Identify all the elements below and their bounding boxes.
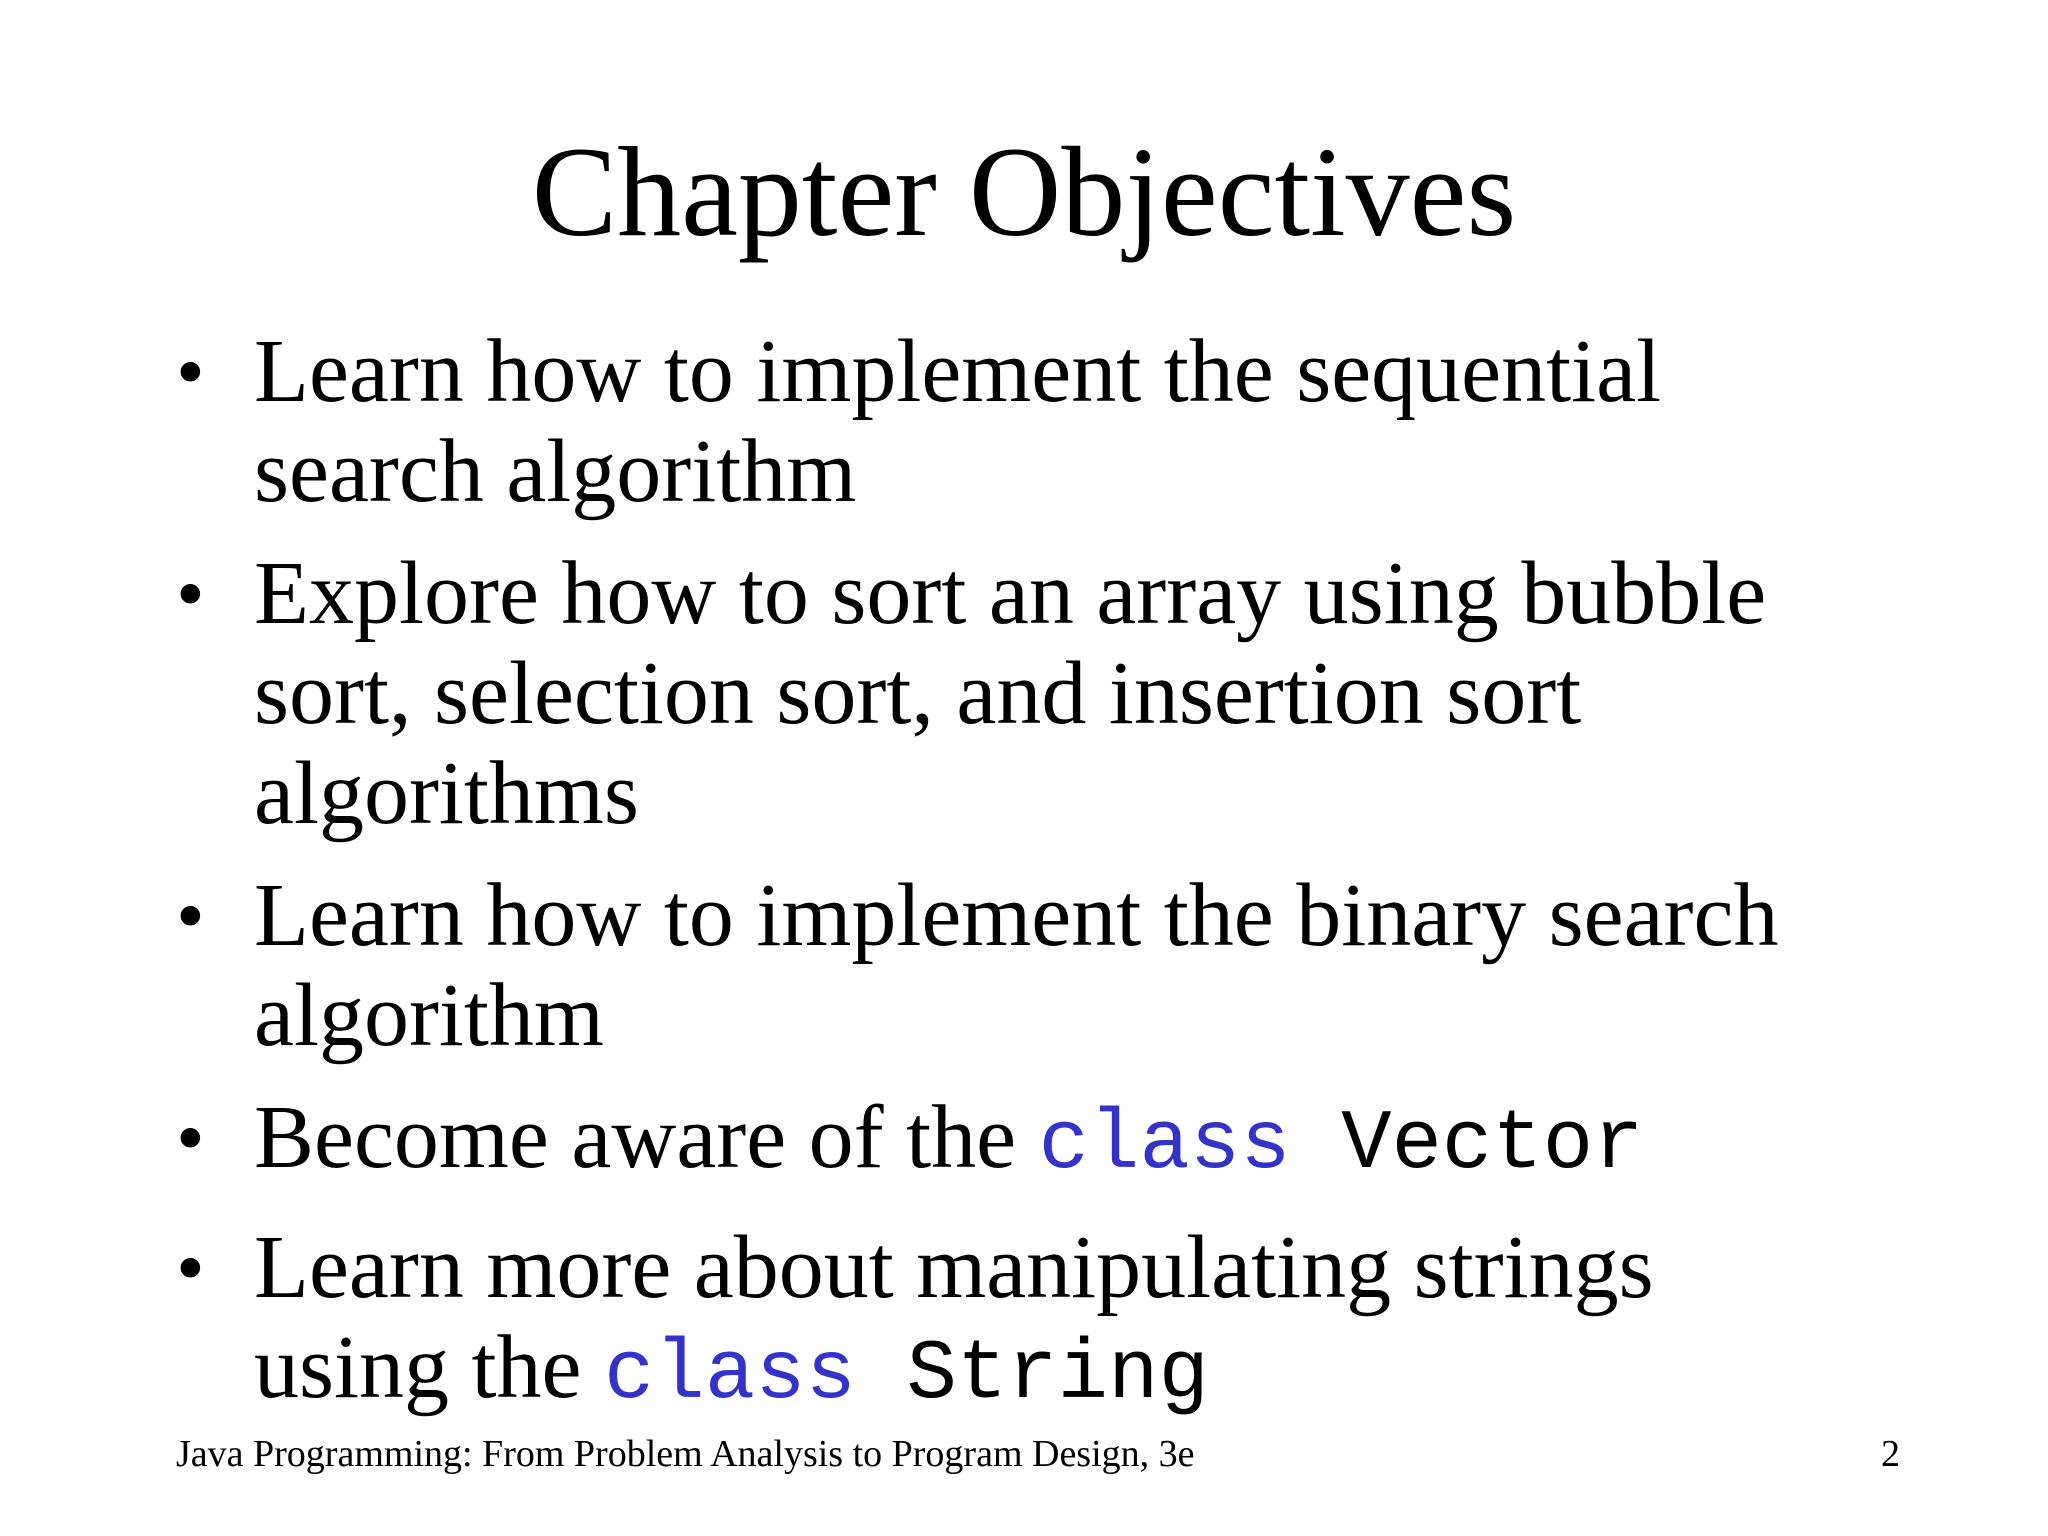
code-identifier: Vector bbox=[1341, 1098, 1644, 1193]
bullet-icon: • bbox=[176, 1222, 205, 1313]
objective-text-line: Learn how to implement the sequential bbox=[254, 322, 1662, 421]
objective-text-line bbox=[254, 1318, 1778, 1426]
objective-item bbox=[170, 1218, 1778, 1426]
page-number: 2 bbox=[1881, 1433, 1900, 1475]
objective-item bbox=[170, 322, 1778, 522]
objective-item bbox=[170, 544, 1778, 844]
objective-item bbox=[170, 866, 1778, 1066]
bullet-icon: • bbox=[176, 548, 205, 639]
objective-text: using the bbox=[254, 1318, 604, 1417]
objective-text-line: algorithms bbox=[254, 744, 639, 843]
objective-text-line: Learn more about manipulating strings bbox=[254, 1218, 1654, 1317]
bullet-icon: • bbox=[176, 1092, 205, 1183]
slide-title: Chapter Objectives bbox=[531, 121, 1517, 263]
objective-item bbox=[170, 1088, 1778, 1196]
objectives-list bbox=[170, 322, 1778, 1448]
objective-text: Become aware of the bbox=[254, 1088, 1039, 1187]
footer-text: Java Programming: From Problem Analysis to Program Design, 3e bbox=[176, 1433, 1195, 1475]
objective-text-line: search algorithm bbox=[254, 422, 857, 521]
objective-text-line: sort, selection sort, and insertion sort bbox=[254, 644, 1582, 743]
bullet-icon: • bbox=[176, 870, 205, 961]
objective-text-line bbox=[254, 1088, 1778, 1196]
bullet-icon: • bbox=[176, 326, 205, 417]
code-keyword: class bbox=[603, 1328, 857, 1423]
objective-text-line: algorithm bbox=[254, 966, 604, 1065]
code-keyword: class bbox=[1038, 1098, 1291, 1193]
code-identifier: String bbox=[906, 1328, 1209, 1423]
objective-text-line: Explore how to sort an array using bubble bbox=[254, 544, 1767, 643]
objective-text-line: Learn how to implement the binary search bbox=[254, 866, 1779, 965]
